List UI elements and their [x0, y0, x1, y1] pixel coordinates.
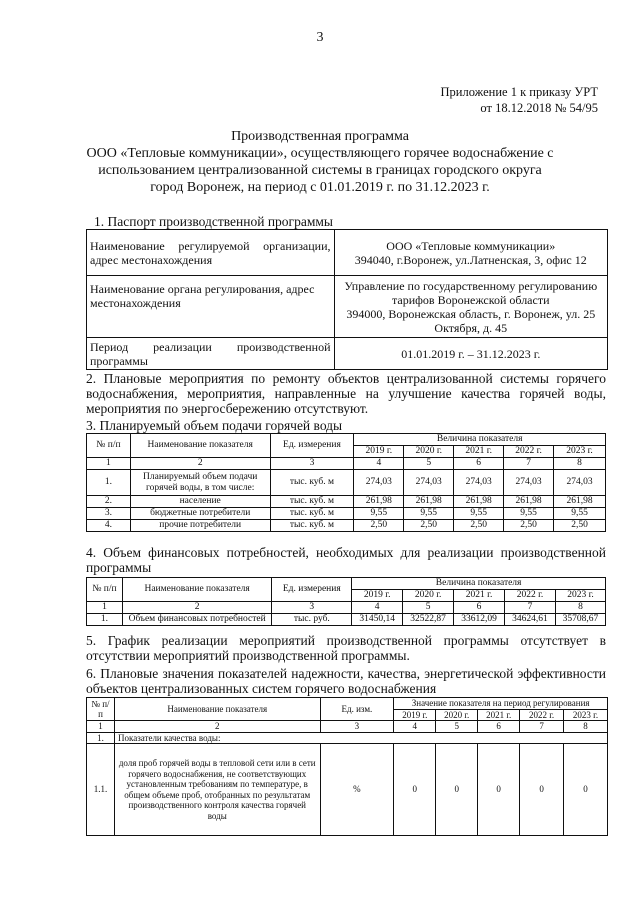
header-year: 2022 г.: [520, 709, 564, 721]
row-unit: тыс. куб. м: [270, 496, 354, 508]
row-value: 0: [436, 744, 478, 836]
column-number: 2: [122, 602, 272, 614]
row-value: 32522,87: [403, 614, 454, 626]
indicators-table: [86, 697, 608, 836]
row-value: 2,50: [454, 520, 504, 532]
column-number: 4: [394, 721, 436, 733]
column-number: 6: [478, 721, 520, 733]
title-line-1: Производственная программа: [231, 129, 409, 144]
section-3-heading: 3. Планируемый объем подачи горячей воды: [86, 418, 343, 433]
page-number: 3: [316, 30, 324, 45]
header-year: 2019 г.: [394, 709, 436, 721]
column-number: 8: [554, 458, 606, 470]
row-unit: тыс. куб. м: [270, 520, 354, 532]
row-name: доля проб горячей воды в тепловой сети или в сети горячего водоснабжения, не соответствующих установленным требованиям по температуре, в общем объеме проб, отобранных по результатам производственного контроля качества горячей воды: [114, 744, 320, 836]
row-name: Объем финансовых потребностей: [122, 614, 272, 626]
row-value: 9,55: [354, 508, 404, 520]
finance-table: [86, 577, 606, 626]
header-year: 2021 г.: [454, 590, 505, 602]
row-value: 31450,14: [352, 614, 403, 626]
row-value: 274,03: [404, 470, 454, 496]
header-unit: Ед. изм.: [320, 698, 394, 721]
row-unit: тыс. руб.: [272, 614, 352, 626]
row-value: 0: [394, 744, 436, 836]
header-name: Наименование показателя: [122, 578, 272, 602]
title-line-3: использованием централизованной системы в границах городского округа: [98, 163, 542, 178]
row-name: население: [130, 496, 270, 508]
table-row: [87, 614, 606, 626]
row-num: 1.1.: [87, 744, 115, 836]
header-year: 2020 г.: [404, 446, 454, 458]
row-value: 35708,67: [555, 614, 605, 626]
row-value: 34624,61: [505, 614, 556, 626]
group-name: Показатели качества воды:: [114, 732, 607, 744]
group-num: 1.: [87, 732, 115, 744]
passport-label: Наименование органа регулирования, адрес местонахождения: [87, 276, 335, 338]
document-title: [60, 128, 580, 196]
section-2-text: 2. Плановые мероприятия по ремонту объектов централизованной системы горячего водоснабжения, мероприятия, направленные на улучшение качества горячей воды, мероприятия по энергосбережению отсутствуют.: [86, 371, 606, 416]
header-year: 2019 г.: [354, 446, 404, 458]
passport-value: [334, 230, 607, 276]
row-value: 261,98: [554, 496, 606, 508]
header-year: 2023 г.: [555, 590, 605, 602]
section-5-text: 5. График реализации мероприятий производственной программы отсутствует в отсутствии мероприятий производственной программы.: [86, 633, 606, 663]
header-year: 2021 г.: [454, 446, 504, 458]
section-4-heading: 4. Объем финансовых потребностей, необходимых для реализации производственной программы: [86, 545, 606, 575]
passport-value-line-2: 394040, г.Воронеж, ул.Латненская, 3, офис 12: [354, 252, 587, 267]
table-group-row: [87, 732, 608, 744]
header-year: 2019 г.: [352, 590, 403, 602]
header-num: № п/п: [87, 698, 115, 721]
row-unit: тыс. куб. м: [270, 508, 354, 520]
column-number: 1: [87, 602, 123, 614]
header-year: 2020 г.: [436, 709, 478, 721]
column-number: 5: [404, 458, 454, 470]
row-name: бюджетные потребители: [130, 508, 270, 520]
column-number: 7: [504, 458, 554, 470]
header-year: 2022 г.: [504, 446, 554, 458]
column-number: 6: [454, 602, 505, 614]
row-value: 9,55: [404, 508, 454, 520]
column-number: 7: [505, 602, 556, 614]
volume-table: [86, 433, 606, 532]
header-unit: Ед. измерения: [272, 578, 352, 602]
row-num: 1.: [87, 614, 123, 626]
header-year: 2023 г.: [564, 709, 608, 721]
title-line-4: город Воронеж, на период с 01.01.2019 г. по 31.12.2023 г.: [150, 180, 490, 195]
column-number: 3: [272, 602, 352, 614]
row-value: 261,98: [454, 496, 504, 508]
row-name: Планируемый объем подачи горячей воды, в том числе:: [130, 470, 270, 496]
row-num: 3.: [87, 508, 131, 520]
passport-label: Наименование регулируемой организации, адрес местонахождения: [87, 230, 335, 276]
title-line-2: ООО «Тепловые коммуникации», осуществляющего горячее водоснабжение с: [86, 146, 554, 161]
row-unit: %: [320, 744, 394, 836]
passport-value: [334, 276, 607, 338]
row-value: 274,03: [354, 470, 404, 496]
column-number: 4: [354, 458, 404, 470]
column-number-row: [87, 721, 608, 733]
row-name: прочие потребители: [130, 520, 270, 532]
row-value: 0: [564, 744, 608, 836]
row-num: 2.: [87, 496, 131, 508]
header-value: Величина показателя: [354, 434, 606, 446]
header-num: № п/п: [87, 434, 131, 458]
appendix-note: [441, 84, 599, 116]
row-value: 9,55: [454, 508, 504, 520]
table-header-row: [87, 698, 608, 710]
section-6-heading: 6. Плановые значения показателей надежности, качества, энергетической эффективности объектов централизованных систем горячего водоснабжения: [86, 666, 606, 696]
appendix-line-1: Приложение 1 к приказу УРТ: [440, 85, 598, 99]
table-row: [87, 496, 606, 508]
row-value: 0: [520, 744, 564, 836]
table-header-row: [87, 578, 606, 590]
header-year: 2020 г.: [403, 590, 454, 602]
row-value: 9,55: [554, 508, 606, 520]
column-number: 1: [87, 721, 115, 733]
table-row: [87, 470, 606, 496]
passport-value: [334, 338, 607, 370]
passport-label: Период реализации производственной программы: [87, 338, 335, 370]
row-value: 261,98: [404, 496, 454, 508]
row-value: 2,50: [404, 520, 454, 532]
passport-table: [86, 229, 608, 370]
passport-value-line-1: 01.01.2019 г. – 31.12.2023 г.: [401, 346, 541, 361]
table-row: [87, 508, 606, 520]
section-1-heading: 1. Паспорт производственной программы: [94, 214, 333, 229]
row-value: 261,98: [504, 496, 554, 508]
column-number: 6: [454, 458, 504, 470]
row-value: 2,50: [554, 520, 606, 532]
column-number-row: [87, 602, 606, 614]
column-number: 3: [270, 458, 354, 470]
row-num: 4.: [87, 520, 131, 532]
passport-value-line-1: ООО «Тепловые коммуникации»: [386, 238, 556, 253]
header-year: 2023 г.: [554, 446, 606, 458]
column-number: 4: [352, 602, 403, 614]
table-row: [87, 744, 608, 836]
row-value: 274,03: [454, 470, 504, 496]
column-number: 8: [564, 721, 608, 733]
column-number: 7: [520, 721, 564, 733]
row-value: 9,55: [504, 508, 554, 520]
passport-value-line-2: 394000, Воронежская область, г. Воронеж, ул. 25 Октября, д. 45: [346, 306, 596, 335]
column-number-row: [87, 458, 606, 470]
row-value: 274,03: [504, 470, 554, 496]
column-number: 2: [130, 458, 270, 470]
row-value: 0: [478, 744, 520, 836]
passport-value-line-1: Управление по государственному регулированию тарифов Воронежской области: [344, 278, 598, 307]
header-unit: Ед. измерения: [270, 434, 354, 458]
column-number: 2: [114, 721, 320, 733]
appendix-line-2: от 18.12.2018 № 54/95: [480, 101, 598, 115]
column-number: 5: [436, 721, 478, 733]
row-value: 274,03: [554, 470, 606, 496]
row-unit: тыс. куб. м: [270, 470, 354, 496]
row-value: 261,98: [354, 496, 404, 508]
header-year: 2021 г.: [478, 709, 520, 721]
column-number: 1: [87, 458, 131, 470]
row-value: 33612,09: [454, 614, 505, 626]
column-number: 3: [320, 721, 394, 733]
row-value: 2,50: [354, 520, 404, 532]
passport-row: [87, 276, 608, 338]
header-year: 2022 г.: [505, 590, 556, 602]
row-value: 2,50: [504, 520, 554, 532]
column-number: 8: [555, 602, 605, 614]
header-name: Наименование показателя: [130, 434, 270, 458]
header-value: Величина показателя: [352, 578, 606, 590]
header-num: № п/п: [87, 578, 123, 602]
column-number: 5: [403, 602, 454, 614]
header-value: Значение показателя на период регулирования: [394, 698, 608, 710]
passport-row: [87, 338, 608, 370]
passport-row: [87, 230, 608, 276]
header-name: Наименование показателя: [114, 698, 320, 721]
row-num: 1.: [87, 470, 131, 496]
table-header-row: [87, 434, 606, 446]
table-row: [87, 520, 606, 532]
